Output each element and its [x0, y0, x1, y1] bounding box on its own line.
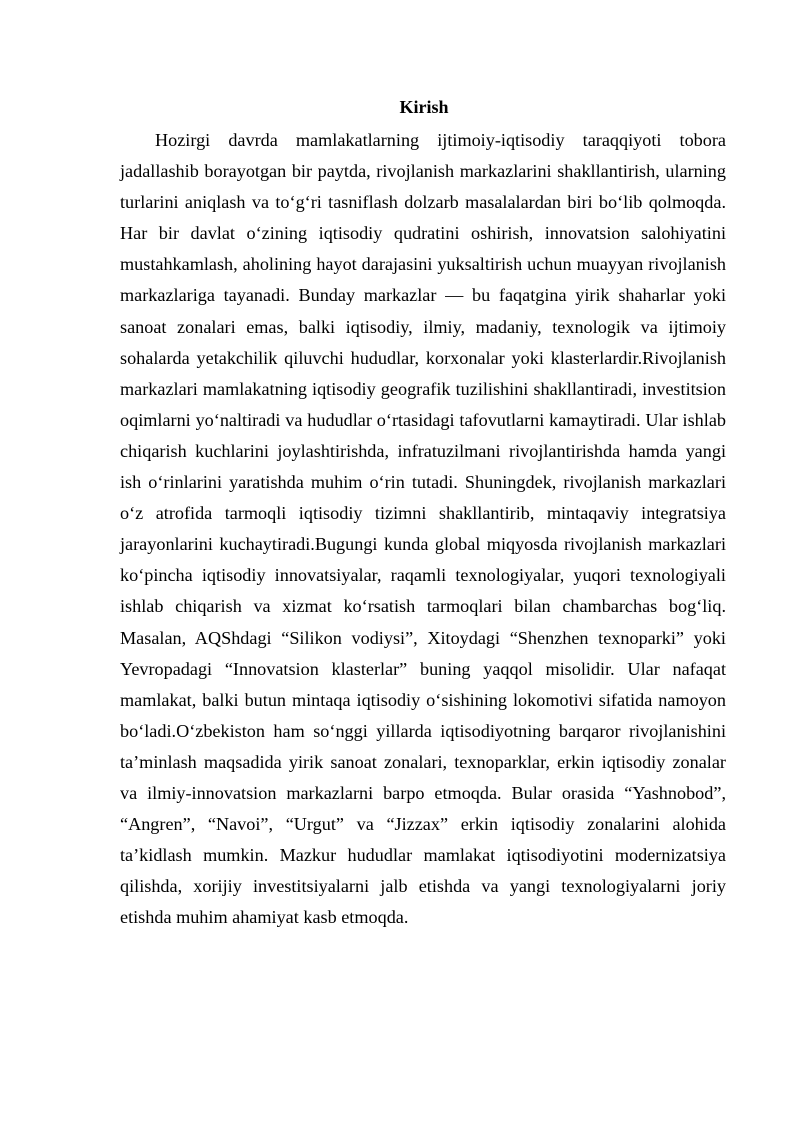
body-paragraph: Hozirgi davrda mamlakatlarning ijtimoiy-iqtisodiy taraqqiyoti tobora jadallashib borayotgan bir paytda, rivojlanish markazlarini shakllantirish, ularning turlarini aniqlash va to‘g‘ri tasniflash dolzarb masalalardan biri bo‘lib qolmoqda. Har bir davlat o‘zining iqtisodiy qudratini oshirish, innovatsion salohiyatini mustahkamlash, aholining hayot darajasini yuksaltirish uchun muayyan rivojlanish markazlariga tayanadi. Bunday markazlar — bu faqatgina yirik shaharlar yoki sanoat zonalari emas, balki iqtisodiy, ilmiy, madaniy, texnologik va ijtimoiy sohalarda yetakchilik qiluvchi hududlar, korxonalar yoki klasterlardir.Rivojlanish markazlari mamlakatning iqtisodiy geografik tuzilishini shakllantiradi, investitsion oqimlarni yo‘naltiradi va hududlar o‘rtasidagi tafovutlarni kamaytiradi. Ular ishlab chiqarish kuchlarini joylashtirishda, infratuzilmani rivojlantirishda hamda yangi ish o‘rinlarini yaratishda muhim o‘rin tutadi. Shuningdek, rivojlanish markazlari o‘z atrofida tarmoqli iqtisodiy tizimni shakllantirib, mintaqaviy integratsiya jarayonlarini kuchaytiradi.Bugungi kunda global miqyosda rivojlanish markazlari ko‘pincha iqtisodiy innovatsiyalar, raqamli texnologiyalar, yuqori texnologiyali ishlab chiqarish va xizmat ko‘rsatish tarmoqlari bilan chambarchas bog‘liq. Masalan, AQShdagi “Silikon vodiysi”, Xitoydagi “Shenzhen texnoparki” yoki Yevropadagi “Innovatsion klasterlar” buning yaqqol misolidir. Ular nafaqat mamlakat, balki butun mintaqa iqtisodiy o‘sishining lokomotivi sifatida namoyon bo‘ladi.O‘zbekiston ham so‘nggi yillarda iqtisodiyotning barqaror rivojlanishini ta’minlash maqsadida yirik sanoat zonalari, texnoparklar, erkin iqtisodiy zonalar va ilmiy-innovatsion markazlarni barpo etmoqda. Bular orasida “Yashnobod”, “Angren”, “Navoi”, “Urgut” va “Jizzax” erkin iqtisodiy zonalarini alohida ta’kidlash mumkin. Mazkur hududlar mamlakat iqtisodiyotini modernizatsiya qilishda, xorijiy investitsiyalarni jalb etishda va yangi texnologiyalarni joriy etishda muhim ahamiyat kasb etmoqda. [120, 130, 726, 928]
section-title: Kirish [399, 97, 449, 117]
